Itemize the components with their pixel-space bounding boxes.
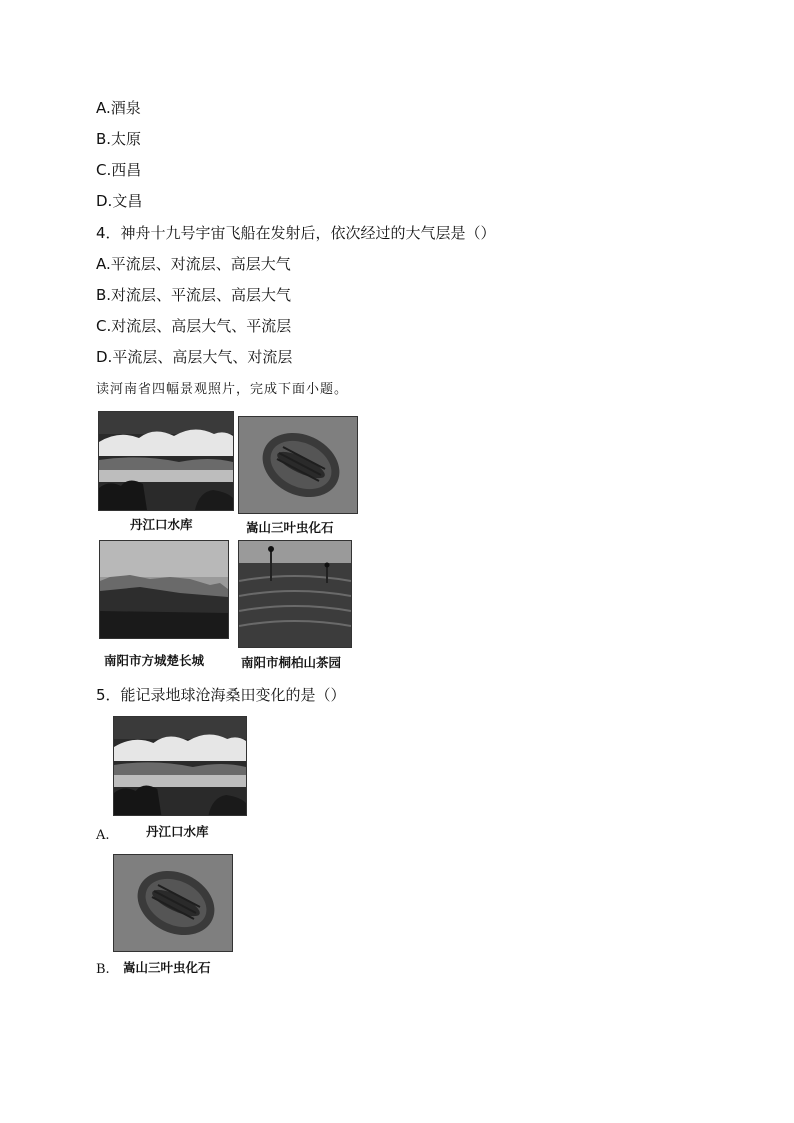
q5-option-b-label: B. (96, 962, 110, 977)
q4-option-b: B.对流层、平流层、高层大气 (96, 286, 292, 304)
reservoir-caption: 丹江口水库 (130, 517, 193, 532)
q3-option-b: B.太原 (96, 130, 142, 148)
q5-option-a-photo (113, 716, 247, 816)
q5-option-a-label: A. (96, 828, 110, 843)
q5-option-a-caption: 丹江口水库 (146, 824, 209, 839)
great-wall-photo (99, 540, 229, 639)
reservoir-photo (98, 411, 234, 511)
great-wall-caption: 南阳市方城楚长城 (104, 653, 205, 668)
q4-option-c: C.对流层、高层大气、平流层 (96, 317, 292, 335)
tea-garden-caption: 南阳市桐柏山茶园 (241, 655, 342, 670)
q3-option-a: A.酒泉 (96, 99, 141, 117)
q3-option-d: D.文昌 (96, 192, 143, 210)
trilobite-photo (238, 416, 358, 514)
q5-option-b-caption: 嵩山三叶虫化石 (123, 960, 211, 975)
tea-garden-photo (238, 540, 352, 648)
material-intro: 读河南省四幅景观照片，完成下面小题。 (96, 382, 349, 397)
q4-option-a: A.平流层、对流层、高层大气 (96, 255, 291, 273)
q4-option-d: D.平流层、高层大气、对流层 (96, 348, 293, 366)
q5-option-b-photo (113, 854, 233, 952)
q5-stem: 5．能记录地球沧海桑田变化的是（） (96, 686, 346, 704)
trilobite-caption: 嵩山三叶虫化石 (246, 520, 334, 535)
q4-stem: 4．神舟十九号宇宙飞船在发射后，依次经过的大气层是（） (96, 224, 496, 242)
q3-option-c: C.西昌 (96, 161, 142, 179)
